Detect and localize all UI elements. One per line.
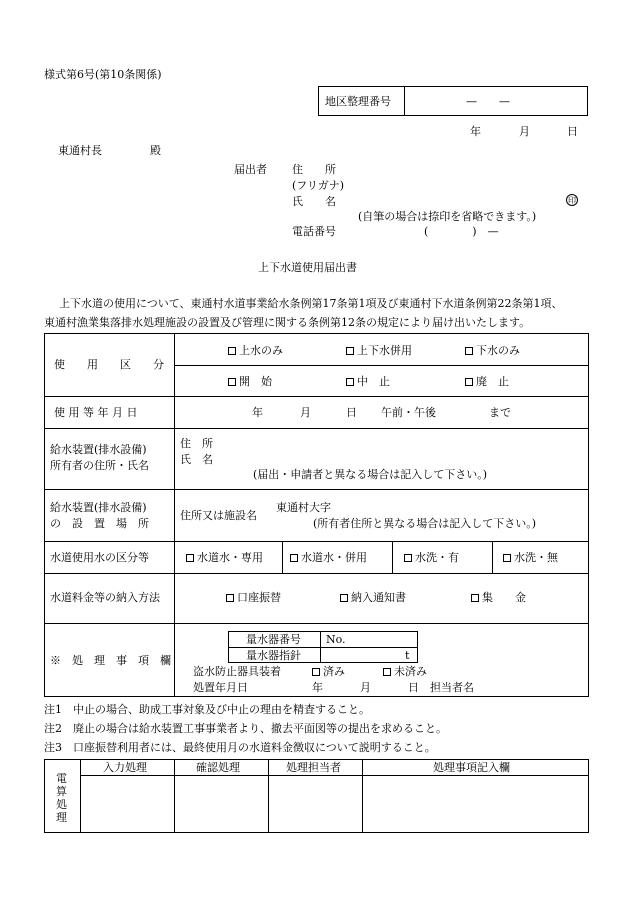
usage-date-label: 使 用 等 年 月 日 (54, 406, 138, 419)
option-flush-no[interactable]: 水洗・無 (503, 552, 558, 563)
location-village[interactable]: 東通村大字 (276, 501, 331, 514)
option-tap-exclusive[interactable]: 水道水・専用 (186, 552, 263, 563)
checkbox-icon[interactable] (465, 378, 473, 386)
usage-date-year: 年 (252, 406, 263, 419)
header-entry: 処理事項記入欄 (433, 761, 510, 774)
location-label-1: 給水装置(排水設備) (50, 501, 147, 514)
district-label: 地区整理番号 (325, 95, 391, 108)
applicant-name-label: 氏 名 (292, 195, 336, 208)
page-title: 上下水道使用届出書 (258, 261, 357, 274)
option-flush-yes[interactable]: 水洗・有 (404, 552, 459, 563)
option-water-sewer[interactable]: 上下水併用 (346, 345, 412, 356)
processing-label: ※ 処 理 事 項 欄 (50, 654, 171, 667)
meter-reading-unit: t (405, 649, 410, 662)
seal-note: (自筆の場合は捺印を省略できます。) (358, 210, 537, 223)
note-2: 注2 廃止の場合は給水装置工事事業者より、撤去平面図等の提出を求めること。 (44, 722, 447, 735)
person-in-charge-label: 担当者名 (430, 681, 474, 694)
date-day: 日 (567, 125, 578, 138)
intro-line-1: 上下水道の使用について、東通村水道事業給水条例第17条第1項及び東通村下水道条例第22条第1項、 (59, 297, 563, 310)
checkbox-icon[interactable] (404, 554, 412, 562)
owner-name[interactable]: 氏 名 (180, 453, 213, 466)
addressee-honorific: 殿 (150, 144, 161, 157)
option-suspend[interactable]: 中 止 (346, 376, 390, 387)
header-confirm: 確認処理 (196, 761, 240, 774)
meter-number-value[interactable]: No. (326, 633, 346, 646)
option-bank-transfer[interactable]: 口座振替 (226, 592, 281, 603)
option-payment-slip[interactable]: 納入通知書 (340, 592, 406, 603)
usage-date-day: 日 (346, 406, 357, 419)
applicant-label: 届出者 (234, 163, 267, 176)
option-abolish[interactable]: 廃 止 (465, 376, 509, 387)
computer-side-2: 算 (56, 785, 67, 798)
intro-line-2: 東通村漁業集落排水処理施設の設置及び管理に関する条例第12条の規定により届け出いたします。 (44, 316, 531, 329)
option-collection[interactable]: 集 金 (471, 592, 526, 603)
date-year: 年 (470, 125, 481, 138)
owner-address[interactable]: 住 所 (180, 437, 213, 450)
payment-label: 水道料金等の納入方法 (50, 591, 160, 604)
computer-side-1: 電 (56, 772, 67, 785)
location-note: (所有者住所と異なる場合は記入して下さい。) (313, 517, 537, 530)
checkbox-icon[interactable] (346, 378, 354, 386)
process-date-label: 処置年月日 (193, 681, 248, 694)
usage-date-until: まで (489, 406, 511, 419)
location-field: 住所又は施設名 (180, 509, 257, 522)
owner-label-2: 所有者の住所・氏名 (50, 459, 149, 472)
header-input: 入力処理 (103, 761, 147, 774)
phone-format[interactable]: ( ) — (424, 225, 499, 238)
location-label-2: の 設 置 場 所 (50, 517, 149, 530)
date-month: 月 (519, 125, 530, 138)
option-water-only[interactable]: 上水のみ (228, 345, 283, 356)
district-value[interactable]: — — (466, 95, 510, 108)
water-class-label: 水道使用水の区分等 (50, 551, 149, 564)
option-not-done[interactable]: 未済み (383, 666, 427, 677)
computer-side-4: 理 (56, 811, 67, 824)
computer-side-3: 処 (56, 798, 67, 811)
usage-type-label: 使 用 区 分 (54, 358, 164, 371)
meter-reading-label: 量水器指針 (246, 649, 301, 662)
seal-mark: 印 (568, 196, 576, 205)
process-date-year: 年 (312, 681, 323, 694)
checkbox-icon[interactable] (312, 668, 320, 676)
option-start[interactable]: 開 始 (228, 376, 272, 387)
checkbox-icon[interactable] (290, 554, 298, 562)
addressee-name: 東通村長 (58, 144, 102, 157)
usage-date-month: 月 (300, 406, 311, 419)
checkbox-icon[interactable] (228, 347, 236, 355)
applicant-furigana-label: (フリガナ) (292, 179, 345, 192)
checkbox-icon[interactable] (471, 594, 479, 602)
anti-theft-label: 盗水防止器具装着 (193, 665, 281, 678)
checkbox-icon[interactable] (186, 554, 194, 562)
usage-date-ampm[interactable]: 午前・午後 (381, 406, 436, 419)
header-person: 処理担当者 (286, 761, 341, 774)
checkbox-icon[interactable] (340, 594, 348, 602)
checkbox-icon[interactable] (228, 378, 236, 386)
checkbox-icon[interactable] (226, 594, 234, 602)
form-number: 様式第6号(第10条関係) (44, 68, 162, 81)
owner-note: (届出・申請者と異なる場合は記入して下さい。) (253, 468, 488, 481)
note-3: 注3 口座振替利用者には、最終使用月の水道料金徴収について説明すること。 (44, 741, 436, 754)
option-done[interactable]: 済み (312, 666, 345, 677)
process-date-day: 日 (408, 681, 419, 694)
checkbox-icon[interactable] (383, 668, 391, 676)
meter-number-label: 量水器番号 (246, 633, 301, 646)
phone-label: 電話番号 (292, 225, 336, 238)
owner-label-1: 給水装置(排水設備) (50, 443, 147, 456)
option-sewer-only[interactable]: 下水のみ (465, 345, 520, 356)
checkbox-icon[interactable] (503, 554, 511, 562)
applicant-address-label: 住 所 (292, 163, 336, 176)
option-tap-shared[interactable]: 水道水・併用 (290, 552, 367, 563)
checkbox-icon[interactable] (346, 347, 354, 355)
process-date-month: 月 (360, 681, 371, 694)
note-1: 注1 中止の場合、助成工事対象及び中止の理由を精査すること。 (44, 703, 370, 716)
checkbox-icon[interactable] (465, 347, 473, 355)
